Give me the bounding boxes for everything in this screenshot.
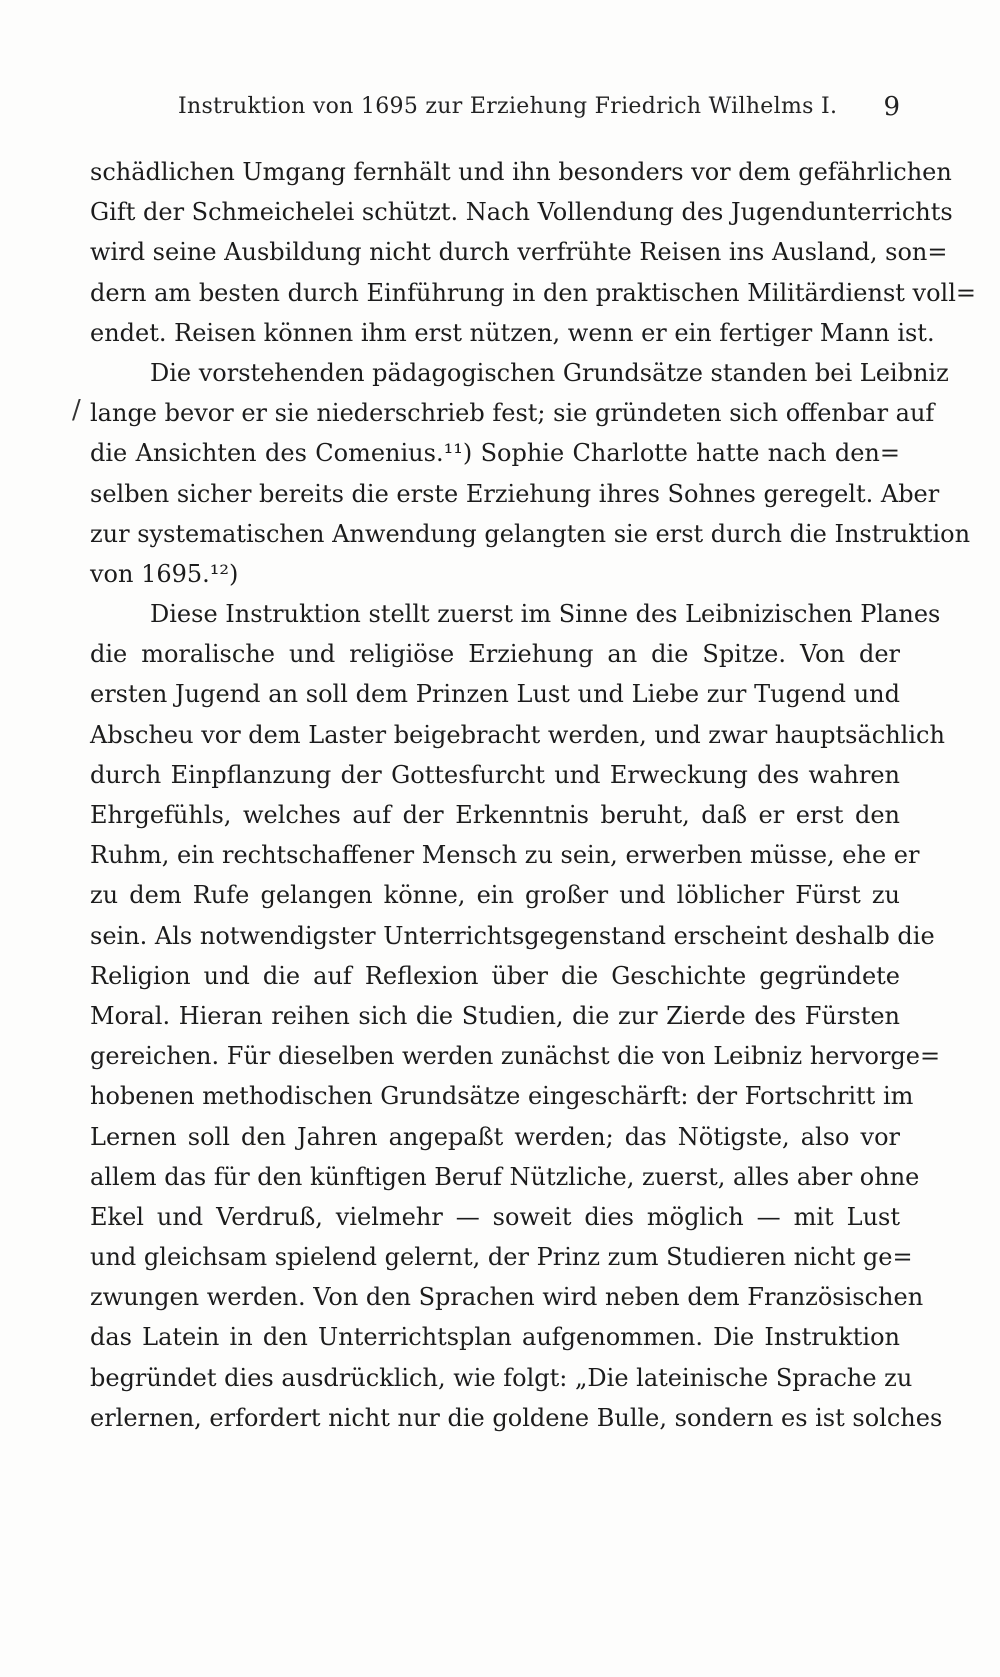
text-line: Religion und die auf Reflexion über die Geschichte gegründete (90, 961, 900, 990)
text-line: schädlichen Umgang fernhält und ihn besonders vor dem gefährlichen (90, 158, 952, 186)
body-text (72, 152, 976, 1438)
page-number: 9 (883, 92, 900, 122)
text-line: begründet dies ausdrücklich, wie folgt: „Die lateinische Sprache zu (90, 1363, 913, 1392)
text-line: Moral. Hieran reihen sich die Studien, die zur Zierde des Fürsten (90, 1001, 900, 1030)
text-line: endet. Reisen können ihm erst nützen, wenn er ein fertiger Mann ist. (90, 318, 935, 347)
paragraph-start-line: Diese Instruktion stellt zuerst im Sinne des Leibnizischen Planes (150, 600, 941, 629)
text-line: erlernen, erfordert nicht nur die goldene Bulle, sondern es ist solches (90, 1403, 943, 1432)
text-line: sein. Als notwendigster Unterrichtsgegenstand erscheint deshalb die (90, 921, 935, 950)
text-line: durch Einpflanzung der Gottesfurcht und Erweckung des wahren (90, 760, 900, 789)
text-line: allem das für den künftigen Beruf Nützliche, zuerst, alles aber ohne (90, 1162, 920, 1191)
text-line: von 1695.¹²) (90, 559, 239, 588)
text-line: Abscheu vor dem Laster beigebracht werden, und zwar hauptsächlich (90, 720, 945, 749)
paragraph-start-line: Die vorstehenden pädagogischen Grundsätze standen bei Leibniz (150, 358, 949, 387)
text-line: lange bevor er sie niederschrieb fest; sie gründeten sich offenbar auf (90, 399, 935, 428)
running-head (90, 94, 900, 128)
text-line: ersten Jugend an soll dem Prinzen Lust und Liebe zur Tugend und (90, 680, 900, 709)
text-line: Ekel und Verdruß, vielmehr — soweit dies möglich — mit Lust (90, 1202, 900, 1231)
text-line: die Ansichten des Comenius.¹¹) Sophie Charlotte hatte nach den= (90, 439, 900, 468)
text-line: Ehrgefühls, welches auf der Erkenntnis beruht, daß er erst den (90, 801, 900, 829)
running-title: Instruktion von 1695 zur Erziehung Friedrich Wilhelms I. (178, 94, 838, 119)
text-line: Lernen soll den Jahren angepaßt werden; das Nötigste, also vor (90, 1122, 900, 1151)
text-line: und gleichsam spielend gelernt, der Prinz zum Studieren nicht ge= (90, 1243, 913, 1272)
text-line: selben sicher bereits die erste Erziehung ihres Sohnes geregelt. Aber (90, 479, 940, 508)
text-line: dern am besten durch Einführung in den praktischen Militärdienst voll= (90, 278, 976, 307)
text-line: hobenen methodischen Grundsätze eingeschärft: der Fortschritt im (90, 1082, 914, 1111)
text-line: Ruhm, ein rechtschaffener Mensch zu sein, erwerben müsse, ehe er (90, 841, 920, 870)
text-line: gereichen. Für dieselben werden zunächst die von Leibniz hervorge= (90, 1042, 941, 1071)
text-line: wird seine Ausbildung nicht durch verfrühte Reisen ins Ausland, son= (90, 238, 948, 267)
text-line: die moralische und religiöse Erziehung an die Spitze. Von der (90, 640, 900, 669)
margin-slash-mark: / (72, 395, 81, 426)
text-line: Gift der Schmeichelei schützt. Nach Vollendung des Jugendunterrichts (90, 198, 953, 227)
text-line: zwungen werden. Von den Sprachen wird neben dem Französischen (90, 1283, 924, 1312)
text-line: das Latein in den Unterrichtsplan aufgenommen. Die Instruktion (90, 1323, 900, 1352)
text-line: zu dem Rufe gelangen könne, ein großer und löblicher Fürst zu (90, 881, 900, 910)
text-line: zur systematischen Anwendung gelangten sie erst durch die Instruktion (90, 519, 971, 548)
